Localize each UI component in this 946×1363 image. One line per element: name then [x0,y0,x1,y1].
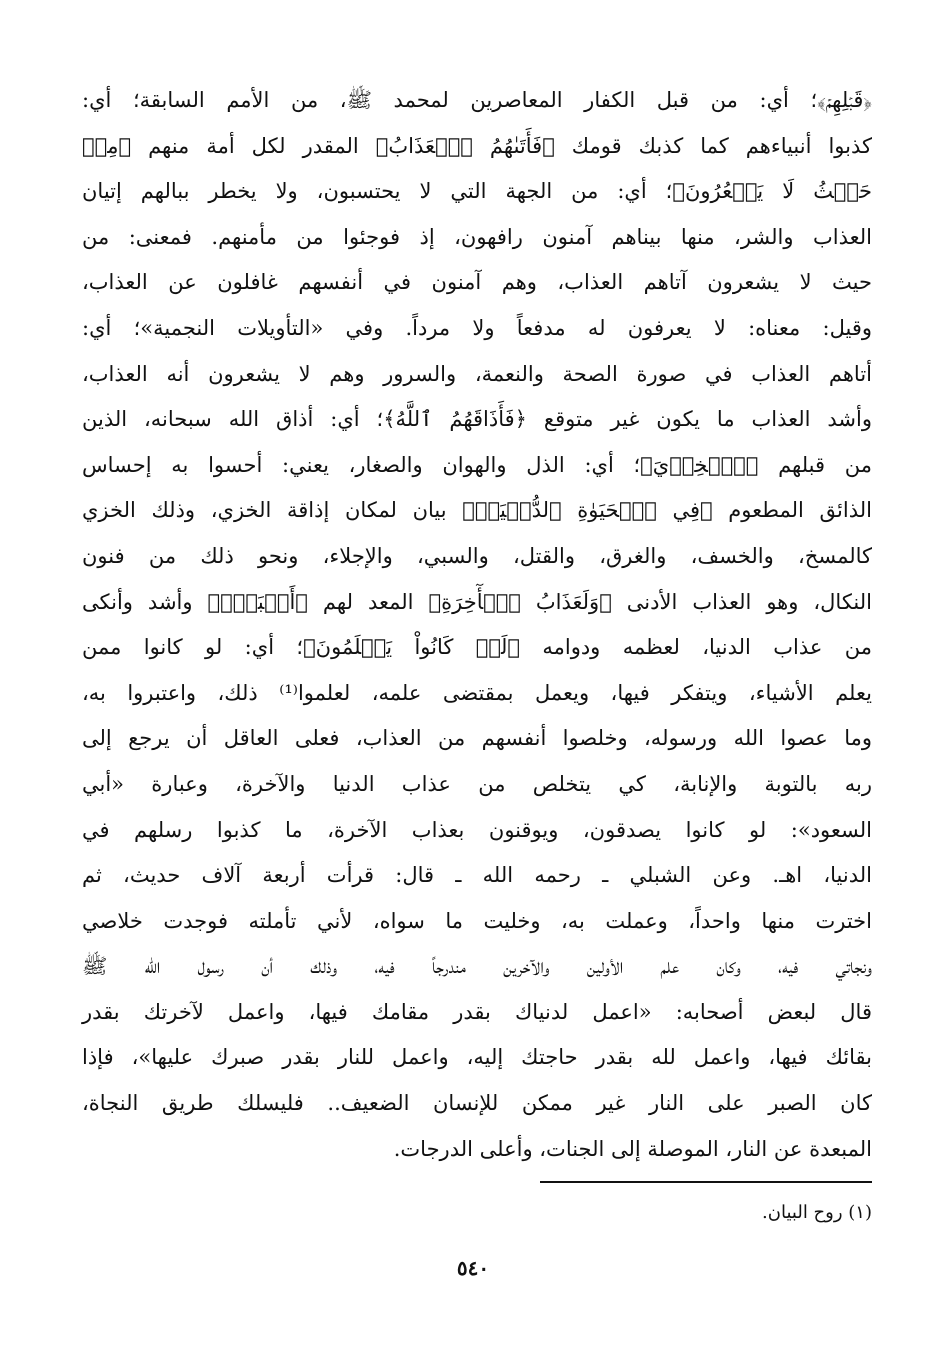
text-line: وأشد العذاب ما يكون غير متوقع ﴿فَأَذَاقَهُمُ ٱللَّهُ﴾؛ أي: أذاق الله سبحانه، الذين [82,407,872,432]
text-line: قال لبعض أصحابه: «اعمل لدنياك بقدر مقامك فيها، واعمل لآخرتك بقدر [82,999,872,1024]
text-line: النكال، وهو العذاب الأدنى ﴿وَلَعَذَابُ ٱلۡأٓخِرَةِ﴾ المعد لهم ﴿أَكۡبَرُۚ﴾ وأشد وأنكى [82,589,872,614]
text-line: وقيل: معناه: لا يعرفون له مدفعاً ولا مرداً. وفي «التأويلات النجمية»؛ أي: [82,315,872,340]
text-line: ونجاتي فيه، وكان علم الأولين والآخرين مندرجاً فيه، وذلك أن رسول الله ﷺ [82,954,872,979]
text-line: من قبلهم ﴿ٱلۡخِزۡيَ﴾؛ أي: الذل والهوان والصغار، يعني: أحسوا به إحساس [82,452,872,477]
body-text [82,78,872,1172]
text-line: العذاب والشر، منها بيناهم آمنون رافهون، إذ فوجئوا من مأمنهم. فمعنى: من [82,224,872,249]
text-line: كان الصبر على النار غير ممكن للإنسان الضعيف.. فليسلك طريق النجاة، [82,1091,872,1116]
text-line: بقائك فيها، واعمل لله بقدر حاجتك إليه، واعمل للنار بقدر صبرك عليها»، فإذا [82,1045,872,1070]
text-line: السعود»: لو كانوا يصدقون، ويوقنون بعذاب الآخرة، ما كذبوا رسلهم في [82,817,872,842]
text-line: أتاهم العذاب في صورة الصحة والنعمة، والسرور وهم لا يشعرون أنه العذاب، [82,361,872,386]
text-line: ربه بالتوبة والإنابة، كي يتخلص من عذاب الدنيا والآخرة، وعبارة «أبي [82,771,872,796]
text-line: حَيۡثُ لَا يَشۡعُرُونَ﴾؛ أي: من الجهة التي لا يحتسبون، ولا يخطر ببالهم إتيان [82,179,872,204]
text-line: المبعدة عن النار، الموصلة إلى الجنات، وأعلى الدرجات. [393,1136,872,1161]
footnote: (١) روح البيان. [762,1202,872,1223]
text-line: يعلم الأشياء، ويتفكر فيها، ويعمل بمقتضى علمه، لعلموا⁽¹⁾ ذلك، واعتبروا به، [82,680,872,705]
text-line: كالمسخ، والخسف، والغرق، والقتل، والسبي، والإجلاء، ونحو ذلك من فنون [82,543,872,568]
text-line: الدنيا، اهـ. وعن الشبلي ـ رحمه الله ـ قال: قرأت أربعة آلاف حديث، ثم [82,863,872,888]
text-line: من عذاب الدنيا، لعظمه ودوامه ﴿لَوۡ كَانُواْ يَعۡلَمُونَ﴾؛ أي: لو كانوا ممن [82,635,872,660]
text-line: ﴿قَبۡلِهِمۡ﴾؛ أي: من قبل الكفار المعاصرين لمحمد ﷺ، من الأمم السابقة؛ أي: [82,88,872,112]
text-line: وما عصوا الله ورسوله، وخلصوا أنفسهم من العذاب، فعلى العاقل أن يرجع إلى [82,726,872,751]
text-line: اخترت منها واحداً، وعملت به، وخليت ما سواه، لأني تأملته فوجدت خلاصي [82,908,872,933]
footnote-divider [540,1181,872,1183]
text-line: حيث لا يشعرون آتاهم العذاب، وهم آمنون في أنفسهم غافلون عن العذاب، [82,270,872,295]
text-line: الذائق المطعوم ﴿فِي ٱلۡحَيَوٰةِ ٱلدُّنۡيَاۖ﴾ بيان لمكان إذاقة الخزي، وذلك الخزي [82,498,872,523]
text-line: كذبوا أنبياءهم كما كذبك قومك ﴿فَأَتَىٰهُمُ ٱلۡعَذَابُ﴾ المقدر لكل أمة منهم ﴿مِنۡ [82,133,872,158]
page-number: ٥٤٠ [456,1256,490,1280]
